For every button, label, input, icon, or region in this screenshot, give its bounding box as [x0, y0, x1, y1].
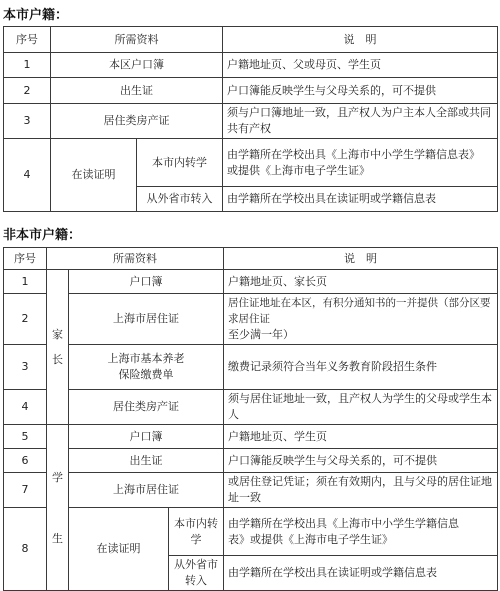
row-no: 2	[4, 78, 51, 104]
group-char: 长	[52, 353, 63, 366]
header-material: 所需资料	[51, 27, 223, 53]
table-row	[4, 508, 498, 556]
row-no: 8	[4, 508, 47, 591]
header-no: 序号	[4, 248, 47, 270]
row-no: 4	[4, 139, 51, 212]
nonlocal-requirements-table	[3, 247, 498, 591]
row-material: 居住类房产证	[69, 390, 224, 425]
header-no: 序号	[4, 27, 51, 53]
local-requirements-table	[3, 26, 498, 212]
table-row	[4, 473, 498, 508]
table-row	[4, 139, 498, 187]
header-material: 所需资料	[47, 248, 224, 270]
row-no: 7	[4, 473, 47, 508]
table-row	[4, 425, 498, 449]
desc-line: 居住证地址在本区，有积分通知书的一并提供（部分区要求居住证	[228, 297, 491, 325]
section-title-nonlocal: 非本市户籍：	[3, 228, 82, 243]
row-no: 2	[4, 294, 47, 345]
table-row	[4, 270, 498, 294]
table-row	[4, 345, 498, 390]
row-material: 上海市居住证	[69, 294, 224, 345]
row-material: 出生证	[69, 449, 224, 473]
row-desc: 须与居住证地址一致，且产权人为学生的父母或学生本人	[224, 390, 498, 425]
sub-label-transfer-local: 本市内转学	[169, 508, 224, 556]
row-material: 户口簿	[69, 425, 224, 449]
row-desc-transfer-local	[223, 139, 498, 187]
desc-line: 表》或提供《上海市电子学生证》	[228, 532, 394, 546]
material-line: 上海市基本养老	[107, 352, 185, 365]
table-row	[4, 294, 498, 345]
header-desc: 说 明	[224, 248, 498, 270]
group-char: 生	[52, 531, 63, 545]
row-desc-transfer-outside: 由学籍所在学校出具在读证明或学籍信息表	[223, 187, 498, 212]
row-material	[69, 345, 224, 390]
row-no: 3	[4, 104, 51, 139]
row-material: 本区户口簿	[51, 53, 223, 78]
row-no: 6	[4, 449, 47, 473]
table-row	[4, 78, 498, 104]
row-material: 在读证明	[51, 139, 137, 212]
row-desc: 户籍地址页、学生页	[224, 425, 498, 449]
row-desc: 户口簿能反映学生与父母关系的，可不提供	[223, 78, 498, 104]
table-row	[4, 104, 498, 139]
row-material: 居住类房产证	[51, 104, 223, 139]
table-row	[4, 449, 498, 473]
row-material: 在读证明	[69, 508, 169, 591]
row-desc: 须与户口簿地址一致，且产权人为户主本人全部或共同共有产权	[223, 104, 498, 139]
desc-line: 至少满一年）	[228, 328, 295, 341]
material-line: 保险缴费单	[118, 368, 174, 381]
row-no: 3	[4, 345, 47, 390]
table-header-row	[4, 27, 498, 53]
row-desc: 户籍地址页、家长页	[224, 270, 498, 294]
desc-line: 由学籍所在学校出具《上海市中小学生学籍信息	[228, 516, 460, 530]
row-material: 上海市居住证	[69, 473, 224, 508]
group-label-student	[47, 425, 69, 591]
table-row	[4, 390, 498, 425]
row-no: 1	[4, 53, 51, 78]
table-header-row	[4, 248, 498, 270]
row-desc: 缴费记录须符合当年义务教育阶段招生条件	[224, 345, 498, 390]
row-no: 4	[4, 390, 47, 425]
row-material: 出生证	[51, 78, 223, 104]
section-title-local: 本市户籍：	[3, 8, 69, 23]
sub-label-transfer-local: 本市内转学	[137, 139, 223, 187]
row-desc-transfer-outside: 由学籍所在学校出具在读证明或学籍信息表	[224, 556, 498, 591]
row-desc: 户籍地址页、父或母页、学生页	[223, 53, 498, 78]
row-material: 户口簿	[69, 270, 224, 294]
sub-label-transfer-outside: 从外省市转入	[169, 556, 224, 591]
table-row	[4, 53, 498, 78]
desc-line: 或提供《上海市电子学生证》	[227, 163, 370, 177]
row-desc: 户口簿能反映学生与父母关系的，可不提供	[224, 449, 498, 473]
row-desc: 或居住登记凭证；须在有效期内，且与父母的居住证地址一致	[224, 473, 498, 508]
group-char: 家	[52, 328, 63, 341]
desc-line: 由学籍所在学校出具《上海市中小学生学籍信息表》	[227, 147, 480, 161]
group-char: 学	[52, 470, 63, 484]
group-label-parent	[47, 270, 69, 425]
row-no: 5	[4, 425, 47, 449]
row-desc-transfer-local	[224, 508, 498, 556]
row-no: 1	[4, 270, 47, 294]
row-desc	[224, 294, 498, 345]
sub-label-transfer-outside: 从外省市转入	[137, 187, 223, 212]
header-desc: 说 明	[223, 27, 498, 53]
